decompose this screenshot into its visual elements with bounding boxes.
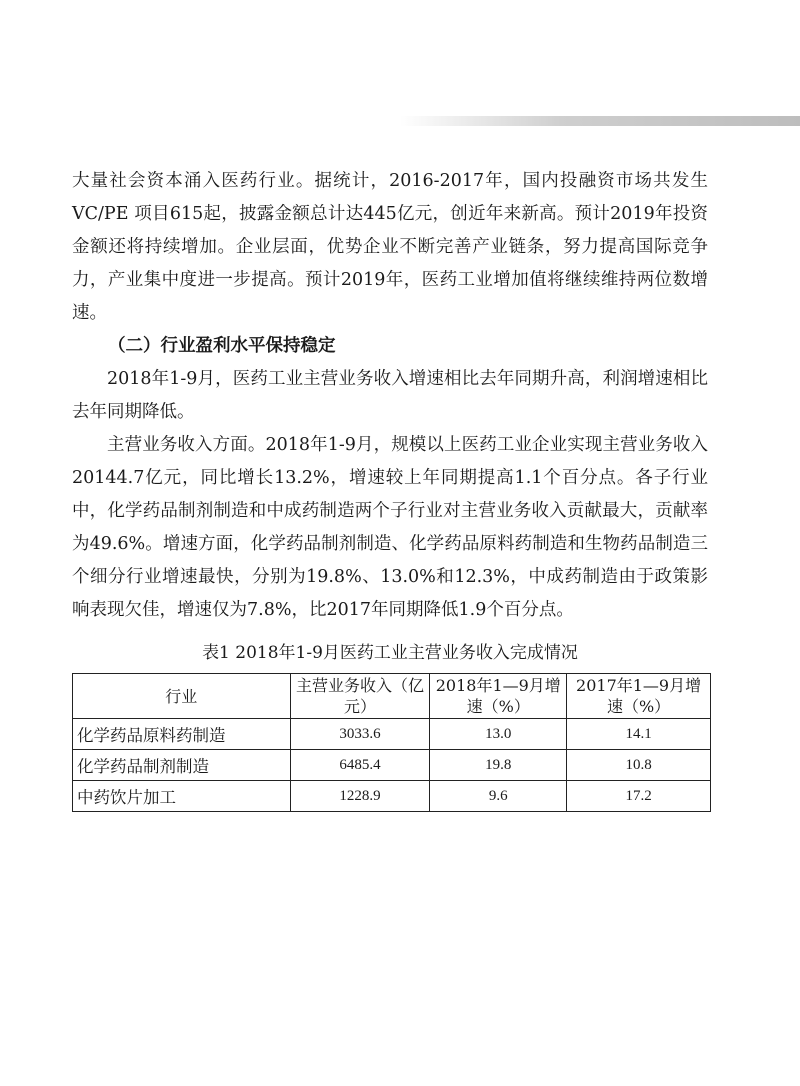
cell-growth-2017: 10.8 bbox=[567, 750, 711, 781]
revenue-table bbox=[72, 673, 711, 812]
paragraph-revenue: 主营业务收入方面。2018年1-9月，规模以上医药工业企业实现主营业务收入20144.7亿元，同比增长13.2%，增速较上年同期提高1.1个百分点。各子行业中，化学药品制剂制造和中成药制造两个子行业对主营业务收入贡献最大，贡献率为49.6%。增速方面，化学药品制剂制造、化学药品原料药制造和生物药品制造三个细分行业增速最快，分别为19.8%、13.0%和12.3%，中成药制造由于政策影响表现欠佳，增速仅为7.8%，比2017年同期降低1.9个百分点。 bbox=[72, 435, 708, 620]
header-industry: 行业 bbox=[73, 674, 291, 719]
cell-revenue: 3033.6 bbox=[290, 719, 430, 750]
section-heading: （二）行业盈利水平保持稳定 bbox=[108, 336, 336, 356]
table-header-row bbox=[73, 674, 711, 719]
cell-industry: 中药饮片加工 bbox=[73, 781, 291, 812]
paragraph-summary: 2018年1-9月，医药工业主营业务收入增速相比去年同期升高，利润增速相比去年同期降低。 bbox=[72, 369, 708, 422]
paragraph-investment: 大量社会资本涌入医药行业。据统计，2016-2017年，国内投融资市场共发生VC/PE 项目615起，披露金额总计达445亿元，创近年来新高。预计2019年投资金额还将持续增加。企业层面，优势企业不断完善产业链条，努力提高国际竞争力，产业集中度进一步提高。预计2019年，医药工业增加值将继续维持两位数增速。 bbox=[72, 171, 708, 323]
table-caption: 表1 2018年1-9月医药工业主营业务收入完成情况 bbox=[202, 643, 578, 663]
cell-growth-2017: 17.2 bbox=[567, 781, 711, 812]
header-rule bbox=[400, 116, 800, 126]
cell-growth-2018: 9.6 bbox=[430, 781, 567, 812]
cell-growth-2018: 19.8 bbox=[430, 750, 567, 781]
table-row bbox=[73, 750, 711, 781]
header-growth-2018: 2018年1—9月增速（%） bbox=[430, 674, 567, 719]
cell-industry: 化学药品制剂制造 bbox=[73, 750, 291, 781]
header-revenue: 主营业务收入（亿元） bbox=[290, 674, 430, 719]
cell-revenue: 6485.4 bbox=[290, 750, 430, 781]
cell-revenue: 1228.9 bbox=[290, 781, 430, 812]
table-row bbox=[73, 719, 711, 750]
cell-growth-2017: 14.1 bbox=[567, 719, 711, 750]
page-content bbox=[72, 165, 708, 812]
header-growth-2017: 2017年1—9月增速（%） bbox=[567, 674, 711, 719]
table-row bbox=[73, 781, 711, 812]
cell-industry: 化学药品原料药制造 bbox=[73, 719, 291, 750]
cell-growth-2018: 13.0 bbox=[430, 719, 567, 750]
